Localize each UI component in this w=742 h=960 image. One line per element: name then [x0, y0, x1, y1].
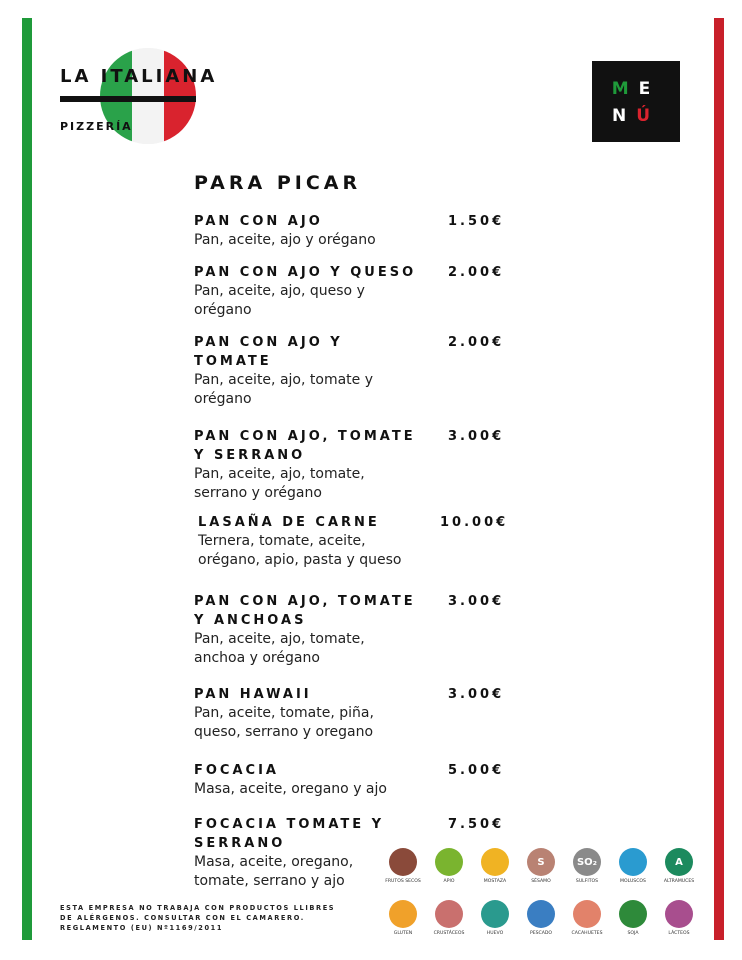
allergen-item — [472, 900, 518, 937]
green-border-stripe — [22, 18, 32, 940]
egg-icon — [481, 900, 509, 928]
item-description: Ternera, tomate, aceite, orégano, apio, pasta y queso — [198, 533, 402, 568]
fish-icon — [527, 900, 555, 928]
dairy-icon — [665, 900, 693, 928]
allergen-item — [610, 900, 656, 937]
item-name: PAN CON AJO, TOMATE Y ANCHOAS — [194, 594, 416, 628]
celery-icon — [435, 848, 463, 876]
menu-item — [198, 513, 518, 570]
item-name: PAN CON AJO Y QUESO — [194, 265, 417, 280]
item-price: 2.00€ — [448, 335, 505, 350]
menu-item — [194, 212, 514, 250]
item-description: Pan, aceite, ajo, tomate, serrano y orégano — [194, 466, 365, 501]
crustaceans-icon — [435, 900, 463, 928]
item-name: PAN CON AJO — [194, 214, 323, 229]
allergen-label: SÉSAMO — [531, 879, 551, 884]
allergen-label: MOSTAZA — [483, 879, 507, 884]
allergen-label: FRUTOS SECOS — [385, 879, 421, 884]
item-name: FOCACIA TOMATE Y SERRANO — [194, 817, 385, 851]
item-price: 3.00€ — [448, 687, 505, 702]
allergen-item — [564, 848, 610, 885]
allergen-label: APIO — [443, 879, 455, 884]
allergen-item — [656, 848, 702, 885]
allergen-label: CACAHUETES — [571, 931, 603, 936]
badge-letter: M — [611, 79, 639, 99]
allergen-label: LÁCTEOS — [668, 931, 690, 936]
item-price: 10.00€ — [440, 515, 509, 530]
menu-badge — [592, 61, 680, 142]
item-name: FOCACIA — [194, 763, 279, 778]
allergen-item — [656, 900, 702, 937]
item-description: Pan, aceite, tomate, piña, queso, serrano y oregano — [194, 705, 374, 740]
allergen-item — [380, 848, 426, 885]
lupin-icon: A — [665, 848, 693, 876]
soy-icon — [619, 900, 647, 928]
menu-item — [194, 761, 514, 799]
logo-underline — [60, 96, 196, 102]
item-name: PAN CON AJO Y TOMATE — [194, 335, 343, 369]
item-price: 1.50€ — [448, 214, 505, 229]
item-description: Pan, aceite, ajo, tomate, anchoa y orégano — [194, 631, 365, 666]
section-title: PARA PICAR — [194, 172, 362, 194]
item-description: Pan, aceite, ajo y orégano — [194, 232, 376, 248]
menu-item — [194, 427, 514, 503]
badge-letter: N — [611, 106, 637, 126]
item-description: Pan, aceite, ajo, tomate y orégano — [194, 372, 373, 407]
allergen-label: GLUTEN — [393, 931, 413, 936]
allergen-item — [610, 848, 656, 885]
allergen-label: SULFITOS — [575, 879, 599, 884]
allergen-item — [518, 900, 564, 937]
allergen-disclaimer: ESTA EMPRESA NO TRABAJA CON PRODUCTOS LLIBRES DE ALÉRGENOS. CONSULTAR CON EL CAMARERO. REGLAMENTO (EU) Nº1169/2011 — [60, 904, 336, 932]
allergen-item — [426, 900, 472, 937]
item-price: 7.50€ — [448, 817, 505, 832]
menu-item — [194, 592, 514, 668]
sesame-icon: S — [527, 848, 555, 876]
item-price: 5.00€ — [448, 763, 505, 778]
menu-item — [194, 263, 514, 320]
allergen-item — [380, 900, 426, 937]
item-name: PAN CON AJO, TOMATE Y SERRANO — [194, 429, 416, 463]
allergen-label: HUEVO — [486, 931, 504, 936]
sulphites-icon: SO₂ — [573, 848, 601, 876]
logo — [60, 44, 250, 154]
logo-subtitle: PIZZERÍA — [60, 120, 133, 133]
nuts-icon — [389, 848, 417, 876]
logo-title: LA ITALIANA — [60, 66, 218, 87]
peanuts-icon — [573, 900, 601, 928]
red-border-stripe — [714, 18, 724, 940]
allergen-label: CRUSTÁCEOS — [433, 931, 465, 936]
item-name: LASAÑA DE CARNE — [198, 515, 380, 530]
item-price: 2.00€ — [448, 265, 505, 280]
allergen-label: PESCADO — [529, 931, 553, 936]
item-description: Masa, aceite, oregano y ajo — [194, 781, 387, 797]
allergen-item — [564, 900, 610, 937]
item-description: Masa, aceite, oregano, tomate, serrano y ajo — [194, 854, 354, 889]
allergen-item — [426, 848, 472, 885]
item-price: 3.00€ — [448, 594, 505, 609]
allergen-label: ALTRAMUCES — [663, 879, 695, 884]
item-price: 3.00€ — [448, 429, 505, 444]
molluscs-icon — [619, 848, 647, 876]
menu-item — [194, 685, 514, 742]
item-description: Pan, aceite, ajo, queso y orégano — [194, 283, 365, 318]
allergen-item — [518, 848, 564, 885]
allergen-label: MOLUSCOS — [620, 879, 646, 884]
allergen-label: SOJA — [627, 931, 639, 936]
gluten-icon — [389, 900, 417, 928]
badge-letter: Ú — [636, 106, 661, 126]
menu-item — [194, 333, 514, 409]
badge-letter: E — [638, 79, 661, 99]
item-name: PAN HAWAII — [194, 687, 312, 702]
mustard-icon — [481, 848, 509, 876]
allergen-item — [472, 848, 518, 885]
